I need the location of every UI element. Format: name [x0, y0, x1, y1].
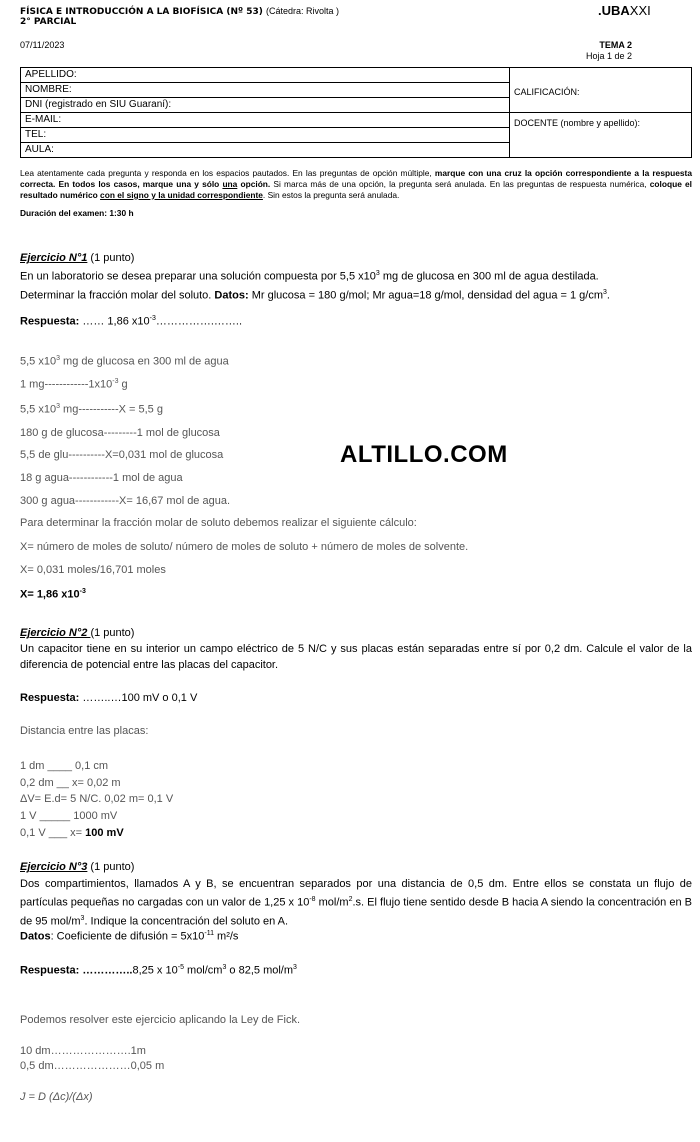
ex2-title: Ejercicio N°2 (1 punto)	[20, 627, 135, 639]
ex1-step: X= número de moles de soluto/ número de moles de soluto + número de moles de solvente.	[20, 541, 469, 553]
watermark: ALTILLO.COM	[340, 441, 508, 468]
ex1-step: 300 g agua------------X= 16,67 mol de agua.	[20, 495, 231, 507]
ex3-step: 0,5 dm…………………0,05 m	[20, 1060, 165, 1072]
ex3-datos: Datos: Coeficiente de difusión = $5x10^{-11}$ m²/s	[20, 930, 239, 943]
ex1-answer: Respuesta: …… 1,86 $x10^{-3}\dots\dots\dots\dots\dots.\dots\dots$..	[20, 315, 243, 328]
ex1-step: X= 0,031 moles/16,701 moles	[20, 564, 166, 576]
ex3-body: Dos compartimientos, llamados A y B, se encuentran separados por una distancia de 0,5 dm. Entre ellos se constata un flujo de partículas pequeñas no cargadas con un valor de 1,25 x $10^{-8}$ mol/$m^2.s$. El flujo tiene sentido desde B hacia A siendo la concentración en B de 95 mol/$m^3$. Indique la concentración del soluto en A.	[20, 878, 692, 928]
tema-label: TEMA 2	[599, 40, 632, 50]
ex2-step: ΔV= E.d= 5 N/C. 0,02 m= 0,1 V	[20, 793, 174, 805]
ex1-result: X= 1,86 $x10^{-3}$	[20, 588, 86, 601]
student-info-table	[20, 67, 692, 158]
tel-field[interactable]: TEL:	[21, 128, 510, 143]
ex2-step: 0,2 dm __ x= 0,02 m	[20, 777, 121, 789]
uba-logo: .UBAXXI	[598, 3, 651, 18]
course-title: FÍSICA E INTRODUCCIÓN A LA BIOFÍSICA (Nº 53) (Cátedra: Rivolta )	[20, 6, 340, 17]
exam-duration: Duración del examen: 1:30 h	[20, 208, 134, 218]
ex1-step: 180 g de glucosa---------1 mol de glucosa	[20, 427, 220, 439]
catedra: (Cátedra: Rivolta )	[266, 6, 340, 16]
ex1-step: 5,5 $x10^3$ mg-----------X = 5,5 g	[20, 403, 163, 416]
ex2-step: 1 V _____ 1000 mV	[20, 810, 118, 822]
hoja-label: Hoja 1 de 2	[585, 51, 632, 61]
dni-field[interactable]: DNI (registrado en SIU Guaraní):	[21, 98, 510, 113]
ex1-body: En un laboratorio se desea preparar una solución compuesta por 5,5 $x10^3$ mg de glucosa en 300 ml de agua destilada. Determinar la fracción molar del soluto. Datos: Mr glucosa = 180 g/mol; Mr agua=18 g/mol, densidad del agua = 1 $g/cm^3$.	[20, 270, 610, 302]
ex1-step: 5,5 de glu----------X=0,031 mol de glucosa	[20, 449, 224, 461]
nombre-field[interactable]: NOMBRE:	[21, 83, 510, 98]
ex3-title: Ejercicio N°3 (1 punto)	[20, 861, 135, 873]
instructions: Lea atentamente cada pregunta y responda en los espacios pautados. En las preguntas de opción múltiple, marque con una cruz la opción correspondiente a la respuesta correcta. En todos los casos, marque una y sólo una opción. Si marca más de una opción, la pregunta será anulada. En las preguntas de respuesta numérica, coloque el resultado numérico con el signo y la unidad correspondiente. Sin estos la pregunta será anulada.	[20, 168, 692, 200]
exam-date: 07/11/2023	[20, 40, 65, 50]
ex1-step: Para determinar la fracción molar de soluto debemos realizar el siguiente cálculo:	[20, 517, 417, 529]
ex2-body: Un capacitor tiene en su interior un campo eléctrico de 5 N/C y sus placas están separadas entre sí por 0,2 dm. Calcule el valor de la diferencia de potencial entre las placas del capacitor.	[20, 643, 692, 671]
ex1-step: 5,5 $x10^3$ mg de glucosa en 300 ml de agua	[20, 355, 229, 368]
ex1-step: 1 $mg------------1x10^{-3}$ g	[20, 378, 128, 391]
ex3-answer: Respuesta: …………..8,25 x $10^{-5}$ mol/$cm^3$ o 82,5 mol/$m^3$	[20, 964, 297, 977]
apellido-field[interactable]: APELLIDO:	[21, 68, 510, 83]
aula-field[interactable]: AULA:	[21, 143, 510, 158]
ex2-answer: Respuesta: ……..…100 mV o 0,1 V	[20, 692, 198, 704]
ex1-title: Ejercicio N°1 (1 punto)	[20, 252, 135, 264]
ex2-step: 1 dm ____ 0,1 cm	[20, 760, 109, 772]
docente-field[interactable]: DOCENTE (nombre y apellido):	[510, 113, 692, 158]
ex3-step: Podemos resolver este ejercicio aplicando la Ley de Fick.	[20, 1014, 301, 1026]
ex2-step: 0,1 V ___ x= 100 mV	[20, 827, 124, 839]
calificacion-field[interactable]: CALIFICACIÓN:	[510, 68, 692, 113]
ex1-step: 18 g agua------------1 mol de agua	[20, 472, 183, 484]
parcial-label: 2° PARCIAL	[20, 17, 77, 27]
email-field[interactable]: E-MAIL:	[21, 113, 510, 128]
ex3-step: 10 dm………………….1m	[20, 1045, 146, 1057]
ex3-formula: J = D (Δc)/(Δx)	[20, 1091, 93, 1103]
ex2-step: Distancia entre las placas:	[20, 725, 149, 737]
